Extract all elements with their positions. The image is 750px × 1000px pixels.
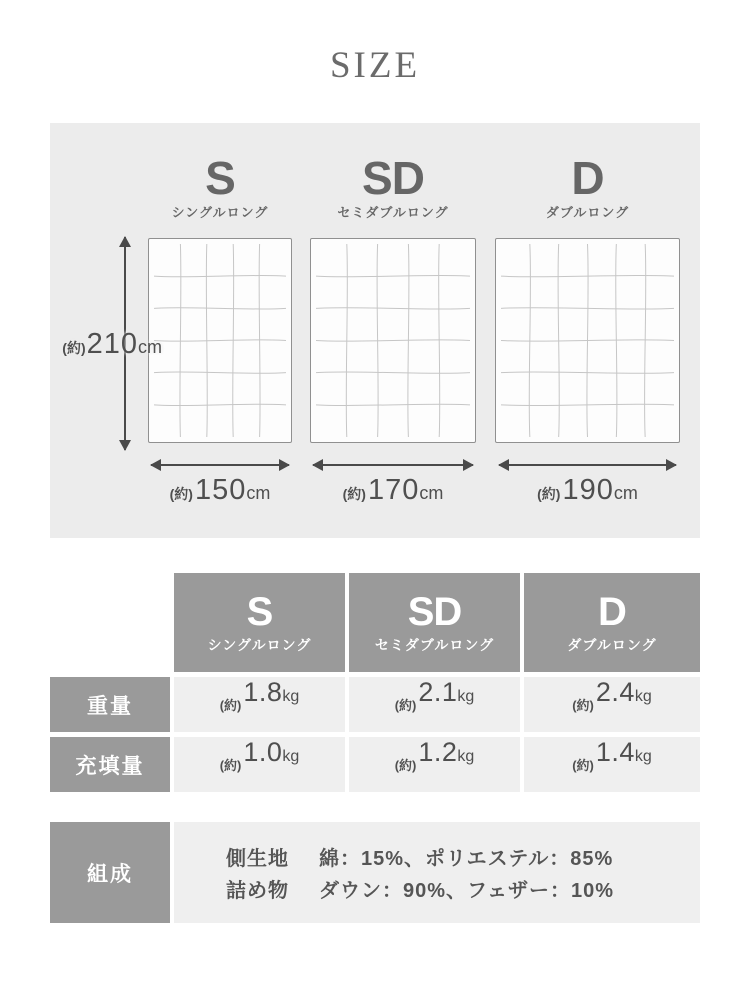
- fabric-value: 綿：15%、ポリエステル：85%: [319, 848, 614, 870]
- header-kana: セミダブルロング: [374, 637, 495, 653]
- quilt-pattern: [501, 244, 674, 437]
- width-unit: cm: [419, 483, 444, 503]
- approx-prefix: (約): [572, 758, 594, 773]
- duvet-illustration-double: [495, 238, 680, 443]
- weight-value-single: [174, 677, 345, 732]
- weight-unit: kg: [634, 688, 652, 705]
- width-dimension-semidouble: [343, 474, 444, 507]
- size-kana-double: ダブルロング: [545, 205, 630, 220]
- filling-name: 詰め物: [226, 880, 289, 902]
- approx-prefix: (約): [169, 486, 193, 502]
- approx-prefix: (約): [572, 698, 594, 713]
- weight-unit: kg: [282, 688, 300, 705]
- approx-prefix: (約): [394, 698, 417, 713]
- fill-value-semidouble: [349, 737, 520, 792]
- fill-unit: kg: [457, 748, 475, 765]
- fill-value-double: [524, 737, 700, 792]
- size-code-double: D: [571, 152, 604, 204]
- size-code-semidouble: SD: [362, 152, 424, 204]
- size-figure-single: [148, 153, 292, 507]
- header-kana: シングルロング: [207, 637, 312, 653]
- approx-prefix: (約): [342, 486, 366, 502]
- width-dimension-single: [170, 474, 271, 507]
- size-diagram-panel: [50, 123, 700, 538]
- width-value: 170: [367, 474, 420, 506]
- header-code: D: [598, 590, 626, 634]
- approx-prefix: (約): [62, 340, 86, 356]
- page-title: SIZE: [329, 45, 421, 86]
- size-kana-single: シングルロング: [171, 205, 269, 220]
- fill-number: 1.4: [595, 737, 635, 767]
- width-dimension-double: [537, 474, 638, 507]
- duvet-illustration-semidouble: [310, 238, 476, 443]
- approx-prefix: (約): [394, 758, 417, 773]
- table-header-single: [174, 573, 345, 672]
- approx-prefix: (約): [219, 698, 242, 713]
- quilt-pattern: [316, 244, 470, 437]
- fill-number: 1.2: [418, 737, 458, 767]
- width-value: 190: [562, 474, 614, 506]
- size-kana-semidouble: セミダブルロング: [337, 205, 449, 220]
- width-unit: cm: [613, 483, 638, 503]
- composition-section: [50, 822, 700, 923]
- weight-number: 2.4: [595, 677, 635, 707]
- width-arrow-icon: [313, 464, 472, 466]
- weight-value-double: [524, 677, 700, 732]
- width-value: 150: [194, 474, 247, 506]
- spec-table: [50, 573, 700, 792]
- size-figure-double: [495, 153, 680, 507]
- composition-body: [174, 822, 700, 923]
- table-header-double: [524, 573, 700, 672]
- fill-number: 1.0: [243, 737, 283, 767]
- width-arrow-icon: [499, 464, 677, 466]
- size-figure-semidouble: [310, 153, 476, 507]
- row-label-fill: 充填量: [50, 737, 170, 792]
- width-unit: cm: [246, 483, 271, 503]
- composition-fabric-line: [226, 842, 700, 871]
- header-kana: ダブルロング: [567, 637, 657, 653]
- fill-unit: kg: [282, 748, 300, 765]
- header-code: S: [246, 590, 273, 634]
- width-arrow-icon: [151, 464, 289, 466]
- weight-number: 2.1: [418, 677, 458, 707]
- table-header-semidouble: [349, 573, 520, 672]
- composition-filling-line: [226, 874, 700, 903]
- fill-unit: kg: [634, 748, 652, 765]
- size-code-single: S: [205, 152, 235, 204]
- filling-value: ダウン：90%、フェザー：10%: [319, 880, 615, 902]
- weight-value-semidouble: [349, 677, 520, 732]
- approx-prefix: (約): [537, 486, 561, 502]
- duvet-illustration-single: [148, 238, 292, 443]
- fabric-name: 側生地: [226, 848, 289, 870]
- header-code: SD: [407, 590, 462, 634]
- approx-prefix: (約): [219, 758, 242, 773]
- table-corner-cell: [50, 573, 170, 672]
- quilt-pattern: [154, 244, 286, 437]
- weight-unit: kg: [457, 688, 475, 705]
- height-value: 210: [86, 328, 138, 360]
- height-dimension: [56, 328, 162, 358]
- composition-label: 組成: [50, 822, 170, 923]
- weight-number: 1.8: [243, 677, 283, 707]
- fill-value-single: [174, 737, 345, 792]
- row-label-weight: 重量: [50, 677, 170, 732]
- height-unit: cm: [138, 337, 162, 357]
